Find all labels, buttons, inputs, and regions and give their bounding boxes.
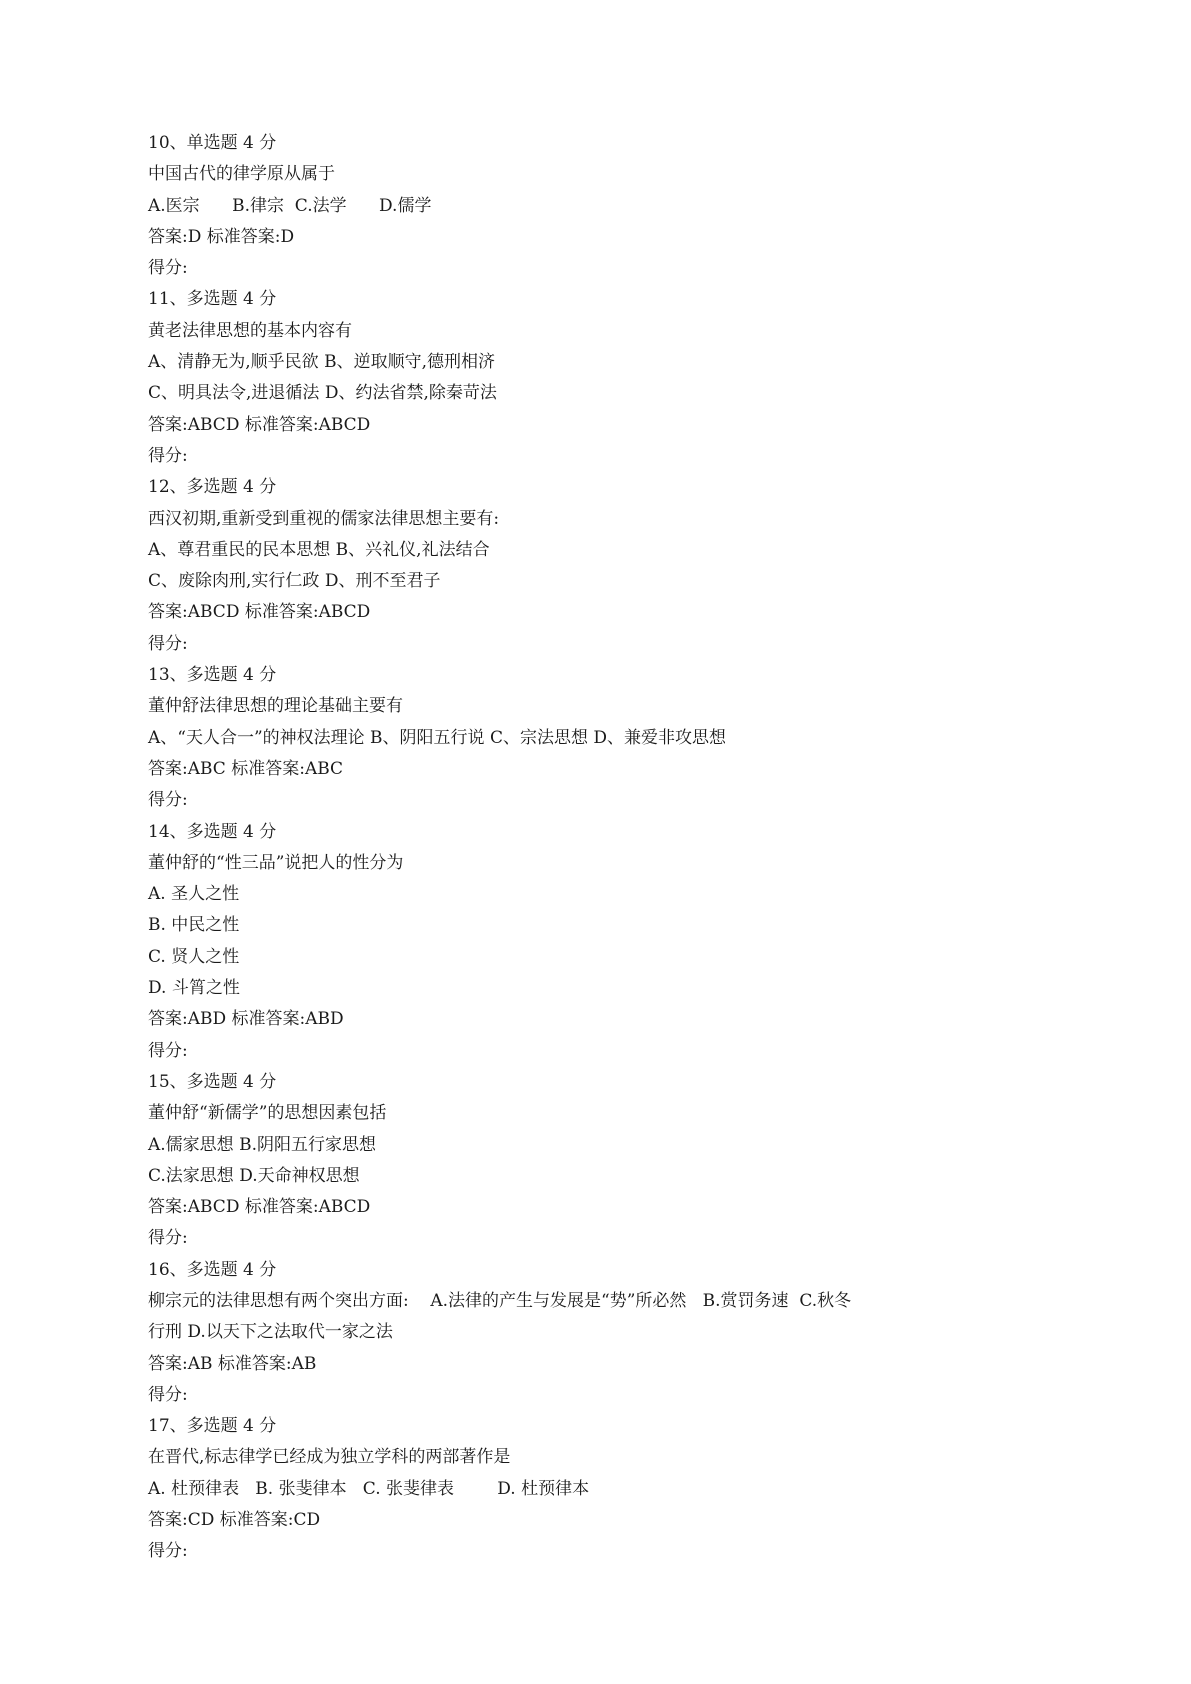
option-line: C、废除肉刑,实行仁政 D、刑不至君子 bbox=[148, 571, 441, 592]
question-header: 12、多选题 4 分 bbox=[148, 477, 277, 498]
option-line: A.儒家思想 B.阴阳五行家思想 bbox=[148, 1134, 376, 1155]
option-line: C. 贤人之性 bbox=[148, 946, 240, 967]
question-16 bbox=[148, 1255, 1048, 1411]
option-line: A、尊君重民的民本思想 B、兴礼仪,礼法结合 bbox=[148, 539, 490, 560]
answer-line: 答案:ABCD 标准答案:ABCD bbox=[148, 1197, 371, 1218]
answer-line: 答案:AB 标准答案:AB bbox=[148, 1353, 317, 1374]
question-14 bbox=[148, 817, 1048, 1067]
document-body bbox=[148, 128, 1048, 1568]
option-line: A. 杜预律表 B. 张斐律本 C. 张斐律表 D. 杜预律本 bbox=[148, 1478, 590, 1499]
answer-line: 答案:ABC 标准答案:ABC bbox=[148, 758, 344, 779]
option-line: A. 圣人之性 bbox=[148, 884, 240, 905]
question-11 bbox=[148, 284, 1048, 472]
score-line: 得分: bbox=[148, 1040, 188, 1061]
question-header: 13、多选题 4 分 bbox=[148, 665, 277, 686]
answer-line: 答案:ABCD 标准答案:ABCD bbox=[148, 414, 371, 435]
question-stem: 黄老法律思想的基本内容有 bbox=[148, 320, 352, 341]
question-header: 16、多选题 4 分 bbox=[148, 1259, 277, 1280]
option-line: 行刑 D.以天下之法取代一家之法 bbox=[148, 1322, 393, 1343]
question-stem: 董仲舒的“性三品”说把人的性分为 bbox=[148, 852, 404, 873]
question-header: 11、多选题 4 分 bbox=[148, 289, 277, 310]
option-line: D. 斗筲之性 bbox=[148, 978, 240, 999]
score-line: 得分: bbox=[148, 258, 188, 279]
option-line: A、“天人合一”的神权法理论 B、阴阳五行说 C、宗法思想 D、兼爱非攻思想 bbox=[148, 727, 726, 748]
question-stem: 中国古代的律学原从属于 bbox=[148, 164, 335, 185]
question-stem: 西汉初期,重新受到重视的儒家法律思想主要有: bbox=[148, 508, 500, 529]
score-line: 得分: bbox=[148, 1228, 188, 1249]
answer-line: 答案:D 标准答案:D bbox=[148, 226, 295, 247]
score-line: 得分: bbox=[148, 633, 188, 654]
answer-line: 答案:CD 标准答案:CD bbox=[148, 1510, 321, 1531]
question-15 bbox=[148, 1067, 1048, 1255]
question-stem: 董仲舒“新儒学”的思想因素包括 bbox=[148, 1103, 387, 1124]
option-line: C、明具法令,进退循法 D、约法省禁,除秦苛法 bbox=[148, 383, 497, 404]
option-line: A.医宗 B.律宗 C.法学 D.儒学 bbox=[148, 195, 432, 216]
question-header: 17、多选题 4 分 bbox=[148, 1416, 277, 1437]
score-line: 得分: bbox=[148, 1384, 188, 1405]
score-line: 得分: bbox=[148, 445, 188, 466]
question-stem: 在晋代,标志律学已经成为独立学科的两部著作是 bbox=[148, 1447, 511, 1468]
question-header: 14、多选题 4 分 bbox=[148, 821, 277, 842]
answer-line: 答案:ABD 标准答案:ABD bbox=[148, 1009, 344, 1030]
question-stem: 柳宗元的法律思想有两个突出方面: A.法律的产生与发展是“势”所必然 B.赏罚务速 C.秋冬 bbox=[148, 1290, 852, 1311]
question-12 bbox=[148, 472, 1048, 660]
score-line: 得分: bbox=[148, 1541, 188, 1562]
question-header: 15、多选题 4 分 bbox=[148, 1071, 277, 1092]
score-line: 得分: bbox=[148, 790, 188, 811]
option-line: C.法家思想 D.天命神权思想 bbox=[148, 1165, 360, 1186]
question-13 bbox=[148, 660, 1048, 816]
question-17 bbox=[148, 1411, 1048, 1567]
option-line: B. 中民之性 bbox=[148, 915, 240, 936]
question-10 bbox=[148, 128, 1048, 284]
question-stem: 董仲舒法律思想的理论基础主要有 bbox=[148, 696, 403, 717]
question-header: 10、单选题 4 分 bbox=[148, 133, 277, 153]
answer-line: 答案:ABCD 标准答案:ABCD bbox=[148, 602, 371, 623]
option-line: A、清静无为,顺乎民欲 B、逆取顺守,德刑相济 bbox=[148, 352, 495, 373]
